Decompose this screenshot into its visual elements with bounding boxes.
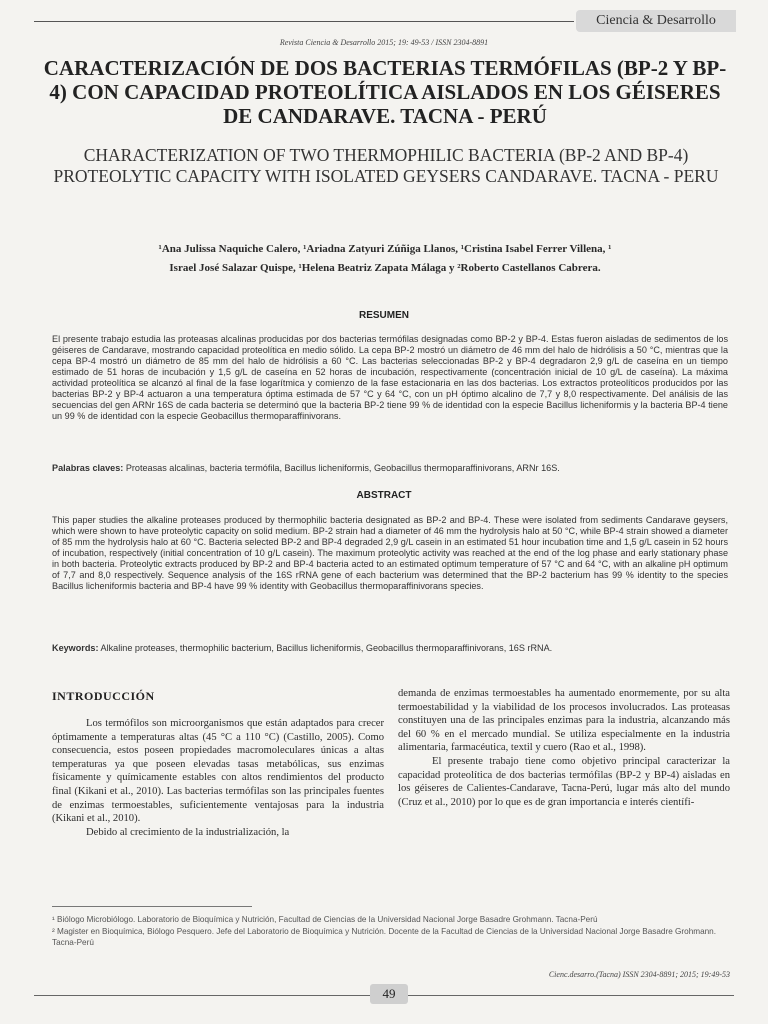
author-list bbox=[70, 240, 700, 278]
intro-right-column bbox=[398, 687, 730, 809]
keywords-label-es: Palabras claves: bbox=[52, 463, 124, 473]
title-english: CHARACTERIZATION OF TWO THERMOPHILIC BACTERIA (BP-2 AND BP-4) PROTEOLYTIC CAPACITY WITH ISOLATED GEYSERS CANDARAVE. TACNA - PERU bbox=[53, 145, 719, 186]
footer-citation: Cienc.desarro.(Tacna) ISSN 2304-8891; 2015; 19:49-53 bbox=[548, 970, 730, 979]
introduccion-heading: INTRODUCCIÓN bbox=[52, 689, 155, 703]
footnote-1: ¹ Biólogo Microbiólogo. Laboratorio de Bioquímica y Nutrición, Facultad de Ciencias de la Universidad Nacional Jorge Basadre Grohmann. Tacna-Perú bbox=[52, 915, 598, 924]
footnote-2: ² Magister en Bioquímica, Biólogo Pesquero. Jefe del Laboratorio de Bioquímica y Nutrición. Docente de la Facultad de Ciencias de la Universidad Nacional Jorge Basadre Grohmann. Tacna-Perú bbox=[52, 927, 717, 947]
footnotes bbox=[52, 914, 732, 949]
intro-left-column bbox=[52, 717, 384, 839]
resumen-keywords bbox=[52, 463, 728, 474]
intro-paragraph: El presente trabajo tiene como objetivo principal caracterizar la capacidad proteolítica de dos bacterias termófilas (BP-2 y BP-4) aisladas en los géiseres de Calientes-Candarave, Tacna-Perú, lugar más alto del mundo (Cruz et al., 2010) por lo que es de gran importancia e interés científi- bbox=[398, 755, 730, 808]
header-rule bbox=[34, 21, 574, 22]
author-line-1: ¹Ana Julissa Naquiche Calero, ¹Ariadna Zatyuri Zúñiga Llanos, ¹Cristina Isabel Ferrer Villena, ¹ bbox=[158, 243, 612, 255]
abstract-keywords bbox=[52, 643, 728, 654]
keywords-es: Proteasas alcalinas, bacteria termófila, Bacillus licheniformis, Geobacillus thermoparaffinivorans, ARNr 16S. bbox=[123, 463, 560, 473]
journal-citation: Revista Ciencia & Desarrollo 2015; 19: 49-53 / ISSN 2304-8891 bbox=[279, 38, 489, 47]
intro-paragraph: Debido al crecimiento de la industrialización, la bbox=[86, 826, 290, 838]
keywords-label-en: Keywords: bbox=[52, 643, 99, 653]
page-number: 49 bbox=[370, 984, 408, 1004]
intro-paragraph: demanda de enzimas termoestables ha aumentado enormemente, por su alta termoestabilidad y la viabilidad de los procesos involucrados. Las proteasas constituyen una de las principales enzimas para la industria, alcanzando más del 60 % en el mercado mundial. Se utiliza especialmente en la industria alimentaria, farmacéutica, textil y cuero (Rao et al., 1998). bbox=[398, 688, 730, 754]
resumen-text: El presente trabajo estudia las proteasas alcalinas producidas por dos bacterias termófilas designadas como BP-2 y BP-4. Estas fueron aisladas de sedimentos de los géiseres de Candarave, mostrando capacidad proteolítica en medio sólido. La cepa BP-2 mostró un diámetro de 46 mm del halo de hidrólisis a 50 °C, mientras que la cepa BP-4 mostró un diámetro de 85 mm del halo de hidrólisis a 60 °C. Las bacterias seleccionadas BP-2 y BP-4 degradaron 2,9 g/L de caseína en un tiempo estimado de 51 horas de incubación y 1,5 g/L de caseína en 52 horas de incubación, respectivamente (concentración inicial de 10 g/L de caseína). La máxima actividad proteolítica se alcanzó al final de la fase logarítmica y comienzo de la fase estacionaria en las dos bacterias. Los extractos proteolíticos producidos por las bacterias BP-2 y BP-4 actuaron a una temperatura óptima estimada de 57 °C y 64 °C, con un pH óptimo alcalino de 7,7 y 8,0 respectivamente. Del análisis de las secuencias del gen ARNr 16S de cada bacteria se determinó que la bacteria BP-2 tiene 99 % de identidad con la especie Bacillus licheniformis y la bacteria BP-4 tiene un 99 % de identidad con la especie Geobacillus thermoparaffinivorans. bbox=[52, 334, 728, 421]
footnote-rule bbox=[52, 906, 252, 907]
resumen-heading: RESUMEN bbox=[358, 310, 409, 321]
intro-paragraph: Los termófilos son microorganismos que están adaptados para crecer óptimamente a temperaturas altas (45 °C a 110 °C) (Castillo, 2005). Como consecuencia, estos poseen propiedades macromoleculares únicas a altas temperaturas ya que poseen elevadas tasas metabólicas, sus enzimas físicamente y químicamente estables con altos rendimientos del producto final (Kikani et al., 2010). Las bacterias termófilas son las principales fuentes de enzimas termoestables, suficientemente ventajosas para la industria (Kikani et al., 2010). bbox=[52, 718, 384, 825]
journal-badge: Ciencia & Desarrollo bbox=[576, 10, 736, 32]
abstract-text: This paper studies the alkaline proteases produced by thermophilic bacteria designated as BP-2 and BP-4. These were isolated from sediments Candarave geysers, which were shown to have proteolytic capacity on solid medium. BP-2 strain had a diameter of 46 mm the hydrolysis halo at 50 °C, while BP-4 strain showed a diameter of 85 mm the hydrolysis halo at 60 °C. Bacteria selected BP-2 and BP-4 degraded 2,9 g/L casein in an estimated 51 hour incubation time and 1,5 g/L casein in 52 hours of incubation, respectively (initial concentration of 10 g/L casein). The maximum proteolytic activity was reached at the end of the log phase and early stationary phase in both bacteria. Proteolytic extracts produced by BP-2 and BP-4 bacteria acted to an estimated optimum temperature of 57 °C and 64 °C, with an alkaline pH optimum of 7,7 and 8,0 respectively. Sequence analysis of the 16S rRNA gene of each bacterium was determined that the BP-2 bacterium has 99 % identity to the species Bacillus licheniformis bacteria and BP-4 have 99 % identity with Geobacillus thermoparaffinivorans species. bbox=[52, 515, 728, 591]
title-spanish: CARACTERIZACIÓN DE DOS BACTERIAS TERMÓFILAS (BP-2 Y BP-4) CON CAPACIDAD PROTEOLÍTICA AISLADOS EN LOS GÉISERES DE CANDARAVE. TACNA - PERÚ bbox=[43, 56, 727, 128]
keywords-en: Alkaline proteases, thermophilic bacterium, Bacillus licheniformis, Geobacillus thermoparaffinivorans, 16S rRNA. bbox=[98, 643, 553, 653]
abstract-heading: ABSTRACT bbox=[356, 490, 412, 501]
author-line-2: Israel José Salazar Quispe, ¹Helena Beatriz Zapata Málaga y ²Roberto Castellanos Cabrera. bbox=[169, 262, 601, 274]
